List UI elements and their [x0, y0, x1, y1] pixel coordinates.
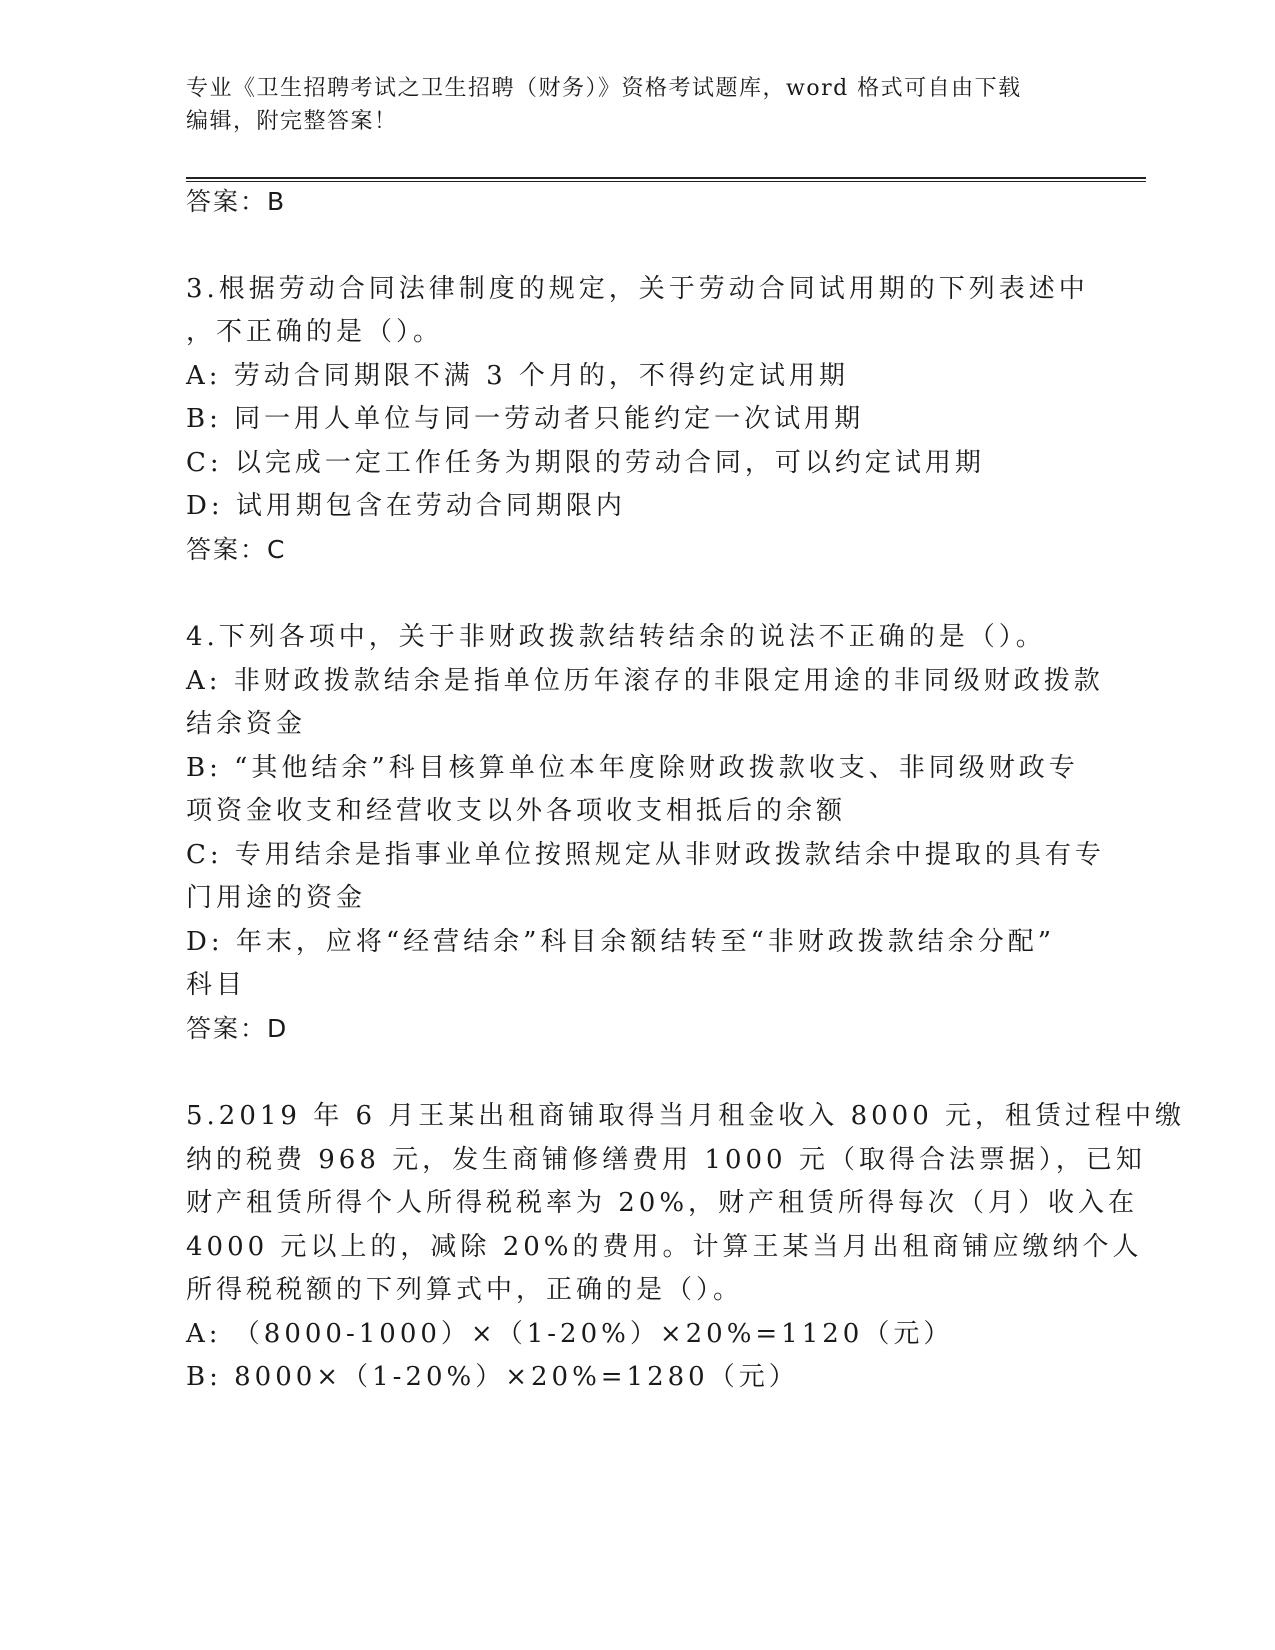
question-4-option-a-line-2: 结余资金: [186, 709, 307, 739]
page-header: [186, 72, 1086, 138]
question-4-option-b-line-1: B: “其他结余”科目核算单位本年度除财政拨款收支、非同级财政专: [186, 753, 1079, 783]
question-3-option-d: D: 试用期包含在劳动合同期限内: [186, 491, 626, 521]
question-5-stem-line-2: 纳的税费 968 元，发生商铺修缮费用 1000 元（取得合法票据），已知: [186, 1145, 1146, 1175]
question-4-option-d-line-2: 科目: [186, 970, 247, 1000]
question-5-stem-line-3: 财产租赁所得个人所得税税率为 20%，财产租赁所得每次（月）收入在: [186, 1188, 1139, 1218]
question-4-stem: 4.下列各项中，关于非财政拨款结转结余的说法不正确的是（）。: [186, 622, 1046, 652]
question-3-answer: 答案：C: [186, 535, 287, 564]
question-3-stem-line-1: 3.根据劳动合同法律制度的规定，关于劳动合同试用期的下列表述中: [186, 274, 1089, 304]
question-5-stem-line-1: 5.2019 年 6 月王某出租商铺取得当月租金收入 8000 元，租赁过程中缴: [186, 1101, 1186, 1131]
question-4-option-c-line-2: 门用途的资金: [186, 883, 367, 913]
question-3-option-c: C: 以完成一定工作任务为期限的劳动合同，可以约定试用期: [186, 448, 985, 478]
question-5-option-a: A: （8000-1000）×（1-20%）×20%=1120（元）: [186, 1319, 954, 1349]
question-4-option-d-line-1: D: 年末，应将“经营结余”科目余额结转至“非财政拨款结余分配”: [186, 927, 1056, 957]
question-5-option-b: B: 8000×（1-20%）×20%=1280（元）: [186, 1362, 799, 1392]
question-4-option-a-line-1: A: 非财政拨款结余是指单位历年滚存的非限定用途的非同级财政拨款: [186, 666, 1104, 696]
question-3-option-b: B: 同一用人单位与同一劳动者只能约定一次试用期: [186, 404, 865, 434]
question-3-stem-line-2: ，不正确的是（）。: [186, 317, 444, 347]
header-line-1: 专业《卫生招聘考试之卫生招聘（财务）》资格考试题库，word 格式可自由下载: [186, 76, 1022, 101]
answer-prev: 答案：B: [186, 187, 287, 216]
question-5-stem-line-4: 4000 元以上的，减除 20%的费用。计算王某当月出租商铺应缴纳个人: [186, 1232, 1143, 1262]
question-4-option-c-line-1: C: 专用结余是指事业单位按照规定从非财政拨款结余中提取的具有专: [186, 840, 1105, 870]
header-divider: [186, 177, 1146, 182]
question-5-stem-line-5: 所得税税额的下列算式中，正确的是（）。: [186, 1275, 744, 1305]
question-4-option-b-line-2: 项资金收支和经营收支以外各项收支相抵后的余额: [186, 796, 847, 826]
question-4-answer: 答案：D: [186, 1014, 289, 1043]
header-line-2: 编辑，附完整答案！: [186, 109, 398, 134]
question-3-option-a: A: 劳动合同期限不满 3 个月的，不得约定试用期: [186, 361, 849, 391]
